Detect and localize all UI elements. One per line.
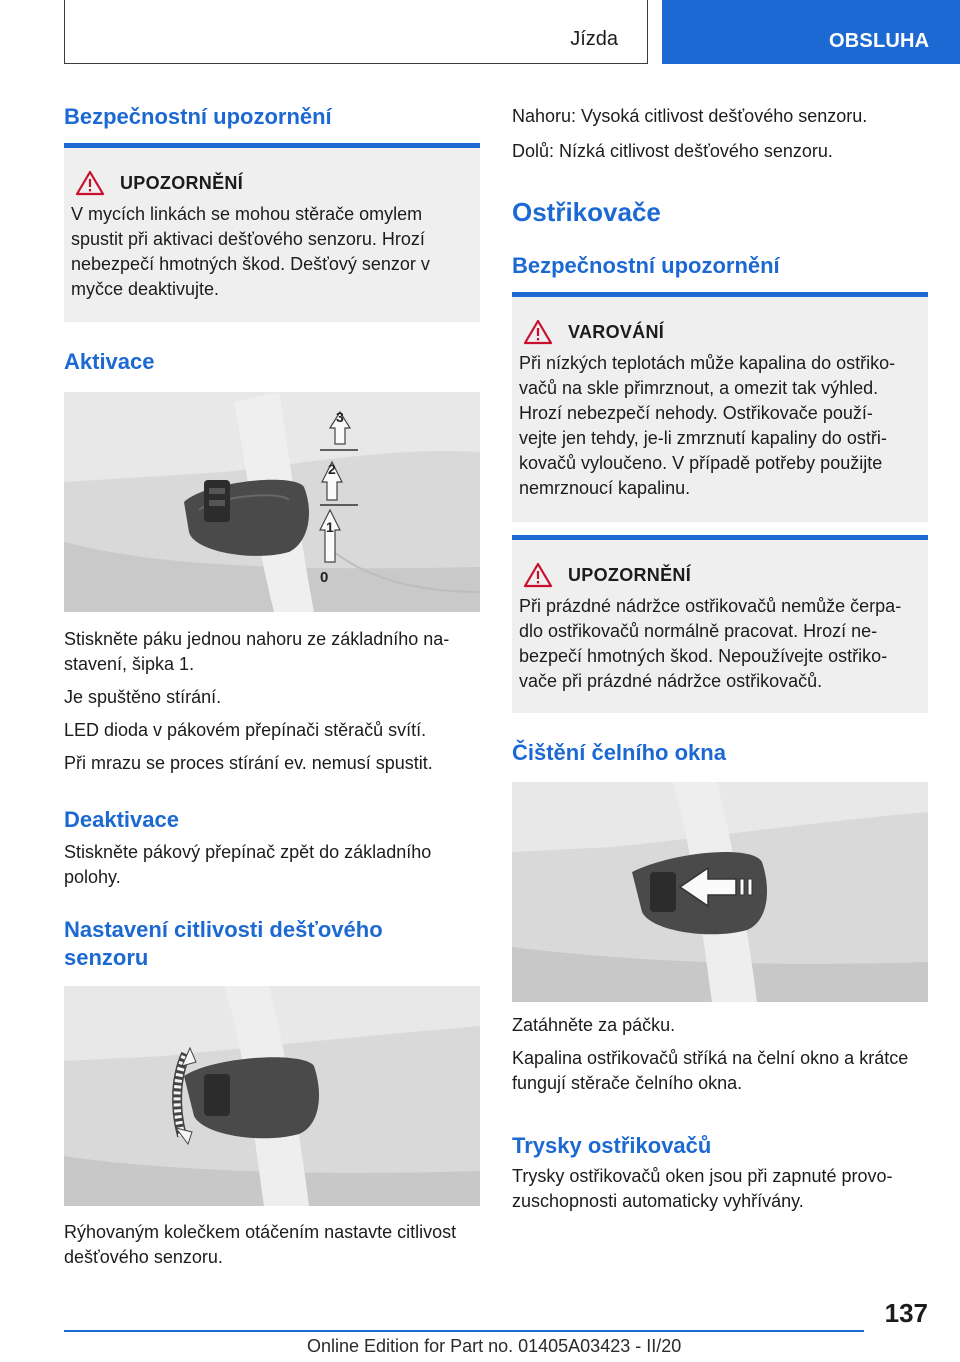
body-text: Kapalina ostřikovačů stříká na čelní okno a krátce (512, 1048, 909, 1068)
body-text: Trysky ostřikovačů oken jsou při zapnuté provo- (512, 1166, 893, 1186)
notice-box (64, 143, 480, 322)
warning-title: VAROVÁNÍ (568, 321, 665, 342)
washers-heading: Ostřikovače (512, 197, 661, 227)
sensitivity-heading-line: senzoru (64, 945, 149, 970)
warning-line: nemrznoucí kapalinu. (519, 478, 691, 498)
notice-title: UPOZORNĚNÍ (120, 172, 244, 193)
body-text: fungují stěrače čelního okna. (512, 1073, 743, 1093)
washer-stalk-figure (512, 782, 928, 1002)
notice-line: nebezpečí hmotných škod. Dešťový senzor v (71, 254, 430, 274)
notice-line: Při prázdné nádržce ostřikovačů nemůže čerpa- (519, 596, 902, 616)
figure-label: 1 (326, 519, 334, 535)
body-text: Je spuštěno stírání. (64, 687, 222, 707)
body-text: polohy. (64, 867, 121, 887)
page-number: 137 (884, 1298, 928, 1328)
warning-box (512, 292, 928, 522)
notice-line: vače při prázdné nádržce ostřikovačů. (519, 671, 823, 691)
activation-text (64, 627, 480, 776)
body-text: stavení, šipka 1. (64, 654, 195, 674)
warning-line: Hrozí nebezpečí nehody. Ostřikovače použí- (519, 403, 873, 423)
section-title: Jízda (570, 28, 618, 50)
notice-line: spustit při aktivaci dešťového senzoru. Hrozí (71, 229, 425, 249)
body-text: Při mrazu se proces stírání ev. nemusí spustit. (64, 753, 433, 773)
warning-triangle-icon (75, 170, 105, 196)
deactivation-heading: Deaktivace (64, 807, 179, 832)
sensitivity-heading-line: Nastavení citlivosti dešťového (64, 917, 383, 942)
cleaning-text (512, 1013, 928, 1096)
figure-label: 0 (320, 569, 329, 586)
warning-line: vačů na skle přimrznout, a omezit tak výhled. (519, 378, 879, 398)
sensitivity-text (64, 1220, 480, 1270)
warning-line: Při nízkých teplotách může kapalina do ostřiko- (519, 353, 896, 373)
nozzles-heading: Trysky ostřikovačů (512, 1133, 712, 1158)
body-text: Stiskněte pákový přepínač zpět do základního (64, 842, 432, 862)
footer-edition: Online Edition for Part no. 01405A03423 - II/20 (307, 1336, 682, 1356)
sensitivity-directions (512, 104, 928, 164)
body-text: Dolů: Nízká citlivost dešťového senzoru. (512, 141, 833, 161)
warning-triangle-icon (523, 562, 553, 588)
warning-line: vejte jen tehdy, je-li zmrznutí kapaliny do ostři- (519, 428, 887, 448)
warning-line: kovačů vyloučeno. V případě potřeby použijte (519, 453, 883, 473)
notice-line: myčce deaktivujte. (71, 279, 220, 299)
activation-heading: Aktivace (64, 349, 155, 374)
body-text: zuschopnosti automaticky vyhřívány. (512, 1191, 804, 1211)
sensitivity-wheel-figure (64, 986, 480, 1206)
notice-line: bezpečí hmotných škod. Nepoužívejte ostřiko- (519, 646, 888, 666)
deactivation-text (64, 840, 480, 890)
figure-label: 3 (336, 409, 344, 425)
body-text: Stiskněte páku jednou nahoru ze základního na- (64, 629, 450, 649)
chapter-tab: OBSLUHA (662, 0, 960, 64)
body-text: Zatáhněte za páčku. (512, 1015, 676, 1035)
body-text: dešťového senzoru. (64, 1247, 223, 1267)
header-frame (64, 0, 648, 64)
body-text: Nahoru: Vysoká citlivost dešťového senzoru. (512, 106, 868, 126)
cleaning-heading: Čištění čelního okna (512, 740, 726, 765)
notice-line: V mycích linkách se mohou stěrače omylem (71, 204, 423, 224)
nozzles-text (512, 1164, 928, 1214)
safety-heading: Bezpečnostní upozornění (64, 104, 332, 129)
notice-title: UPOZORNĚNÍ (568, 564, 692, 585)
sensitivity-heading (64, 916, 480, 972)
footer-divider (64, 1330, 864, 1332)
figure-label: 2 (328, 461, 336, 477)
warning-triangle-icon (523, 319, 553, 345)
safety-heading: Bezpečnostní upozornění (512, 253, 780, 278)
notice-box (512, 535, 928, 713)
notice-line: dlo ostřikovačů normálně pracovat. Hrozí ne- (519, 621, 878, 641)
wiper-stalk-activation-figure (64, 392, 480, 612)
body-text: LED dioda v pákovém přepínači stěračů svítí. (64, 720, 427, 740)
body-text: Rýhovaným kolečkem otáčením nastavte citlivost (64, 1222, 457, 1242)
